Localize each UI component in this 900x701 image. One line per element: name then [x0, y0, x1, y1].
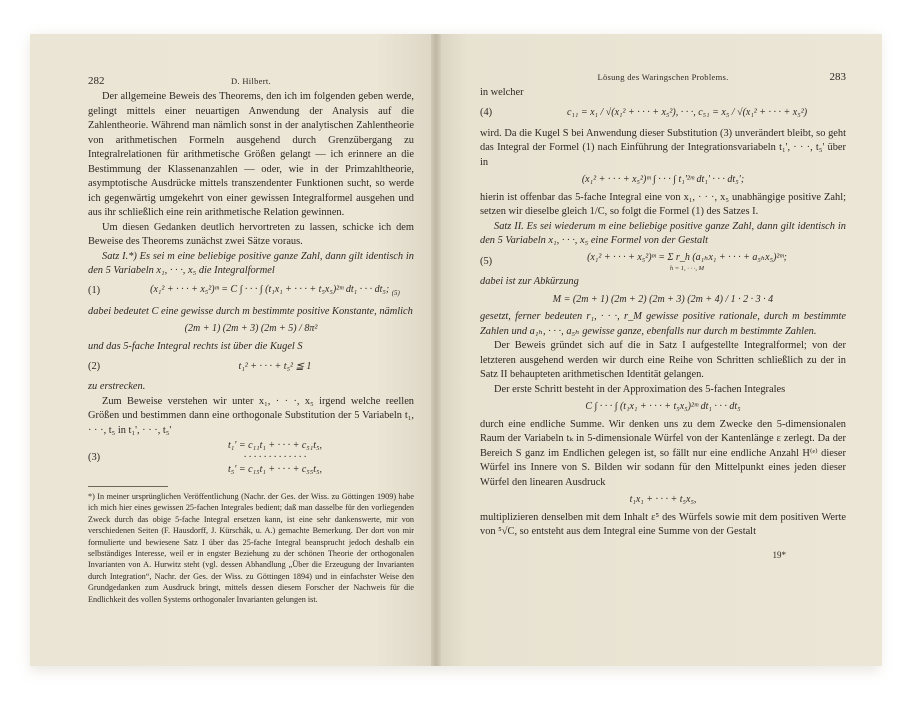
right-running-header [480, 70, 846, 86]
equation-1-subscript: (5) [391, 288, 400, 297]
right-paragraph-2: hierin ist offenbar das 5-fache Integral eine von x₁, · · ·, x₅ unabhängige positive Zahl; setzen wir dieselbe gleich 1/C, so folgt die Formel (1) des Satzes I. [480, 191, 846, 217]
left-paragraph-4: und das 5-fache Integral rechts ist über die Kugel S [88, 340, 303, 352]
left-paragraph-6: Zum Beweise verstehen wir unter x₁, · · ·, x₅ irgend welche reellen Größen und bestimmen dann eine orthogonale Substitution der 5 Variabeln t₁, · · ·, t₅ in t₁', · · ·, t₅' [88, 395, 414, 436]
equation-1-body: (x₁² + · · · + x₅²)ᵐ = C ∫ · · · ∫ (t₁x₁ + · · · + t₅x₅)²ᵐ dt₁ · · · dt₅; [150, 283, 390, 295]
left-paragraph-1: Der allgemeine Beweis des Theorems, den ich im folgenden geben werde, gelingt mittels einer neuartigen Anwendung der Analysis auf die Zahlentheorie. Während man nämlich sonst in der analytischen Zahlentheorie von arithmetischen Formeln ausgehend durch Grenzübergang zu Integralrelationen für arithmetische Größen gelangt — ich erinnere an die Bestimmung der Klassenanzahlen — oder, wie in der Primzahltheorie, asymptotische Ausdrücke mittels transzendenter Funktionen sucht, so werde ich gegenwärtig umgekehrt von einer gewissen Integralformel ausgehen und aus ihr schließlich eine rein arithmetische Relation gewinnen. [88, 91, 414, 218]
equation-3 [88, 440, 414, 476]
right-paragraph-0: in welcher [480, 87, 524, 98]
equation-1 [88, 281, 414, 303]
left-page-number: 282 [88, 75, 105, 87]
left-paragraph-3: dabei bedeutet C eine gewisse durch m bestimmte positive Konstante, nämlich [88, 305, 413, 317]
right-paragraph-1: wird. Da die Kugel S bei Anwendung dieser Substitution (3) unverändert bleibt, so geht das Integral der Formel (1) nach Einführung der Integrationsvariabeln t₁', · · ·, t₅' über in [480, 127, 846, 168]
satz-2: Satz II. Es sei wiederum m eine beliebige positive ganze Zahl, dann gilt identisch in den 5 Variabeln x₁, · · ·, x₅ eine Formel von der Gestalt [480, 220, 846, 246]
left-running-header [88, 74, 414, 90]
equation-5 [480, 251, 846, 274]
equation-1-number: (1) [88, 285, 101, 297]
right-paragraph-6: Der erste Schritt besteht in der Approximation des 5-fachen Integrales [494, 383, 786, 395]
equation-3-line-1: t₁' = c₁₁t₁ + · · · + c₅₁t₅, [228, 440, 322, 451]
five-fold-integral: C ∫ · · · ∫ (t₁x₁ + · · · + t₅x₅)²ᵐ dt₁ · · · dt₅ [585, 401, 741, 412]
footnote: *) In meiner ursprünglichen Veröffentlichung (Nachr. der Ges. der Wiss. zu Göttingen 1909) habe ich mich hier eines gewissen 25-fachen Integrales bedient; daß man dasselbe für den vorliegenden Zweck durch das obige 5-fache Integral ersetzen kann, ist eine sehr dankenswerte, mir von verschiedenen Seiten (F. Hausdorff, J. Kürschák, u. A.) gemachte Bemerkung. Der dort von mir formulierte und bewiesene Satz I über das 25-fache Integral beansprucht jedoch deshalb ein selbständiges Interesse, weil er in engster Beziehung zu der schönen Theorie der orthogonalen Invarianten von A. Hurwitz steht (vgl. dessen Abhandlung „Über die Erzeugung der Invarianten durch Integration“, Nachr. der Ges. der Wiss. zu Göttingen 1894) und in einfachster Weise den Grundgedanken zum Ausdruck bringt, mittels dessen diesem Forscher der Nachweis für die Endlichkeit des vollen Systems orthogonaler Invarianten gelungen ist. [88, 492, 414, 604]
equation-4 [480, 103, 846, 125]
signature-mark: 19* [772, 549, 786, 560]
equation-3-line-2: · · · · · · · · · · · · · [243, 452, 307, 463]
equation-4-number: (4) [480, 107, 493, 119]
right-paragraph-3: dabei ist zur Abkürzung [480, 276, 579, 287]
equation-2-number: (2) [88, 360, 101, 372]
left-paragraph-2: Um diesen Gedanken deutlich hervortreten zu lassen, schicke ich dem Beweise des Theorems zunächst zwei Sätze voraus. [88, 221, 414, 247]
right-paragraph-8: multiplizieren denselben mit dem Inhalt ε⁵ des Würfels sowie mit dem positiven Werte von ⁵√C, so entsteht aus dem Integral eine Summe von der Gestalt [480, 511, 846, 537]
right-paragraph-4: gesetzt, ferner bedeuten r₁, · · ·, r_M gewisse positive rationale, durch m bestimmte Zahlen und a₁ₕ, · · ·, a₅ₕ gewisse ganze, ebenfalls nur durch m bestimmte Zahlen. [480, 311, 846, 337]
equation-4-body: c₁₁ = x₁ / √(x₁² + · · · + x₅²), · · ·, c₅₁ = x₅ / √(x₁² + · · · + x₅²) [566, 107, 808, 119]
constant-c-formula: (2m + 1) (2m + 3) (2m + 5) / 8π² [184, 323, 318, 334]
equation-3-line-3: t₅' = c₁₅t₁ + · · · + c₅₅t₅, [228, 464, 322, 475]
transformed-integral: (x₁² + · · · + x₅²)ᵐ ∫ · · · ∫ t₁'²ᵐ dt₁' · · · dt₅'; [581, 174, 745, 185]
right-paragraph-5: Der Beweis gründet sich auf die in Satz I aufgestellte Integralformel; von der letzteren ausgehend werden wir durch eine Reihe von Schritten schließlich zu der in Satz II behaupteten arithmetischen Identität gelangen. [480, 340, 846, 380]
left-running-head: D. Hilbert. [231, 76, 271, 86]
satz-1: Satz I.*) Es sei m eine beliebige positive ganze Zahl, dann gilt identisch in den 5 Variabeln x₁, · · ·, x₅ die Integralformel [88, 250, 414, 276]
equation-5-subscript: h = 1, · · ·, M [669, 265, 705, 272]
book-gutter [431, 34, 441, 666]
right-page-number: 283 [829, 71, 846, 83]
footnote-rule [88, 486, 168, 487]
equation-2 [88, 356, 414, 378]
left-page [30, 34, 436, 666]
equation-5-body: (x₁² + · · · + x₅²)ᵐ = Σ r_h (a₁ₕx₁ + · · · + a₅ₕx₅)²ᵐ; [587, 251, 787, 263]
right-paragraph-7: durch eine endliche Summe. Wir denken uns zu dem Zwecke den 5-dimensionalen Raum der Variabeln tₖ in 5-dimensionale Würfel von der Kantenlänge ε zerlegt. Da der Bereich S ganz im Endlichen gelegen ist, so fällt nur eine endliche Anzahl H⁽ᵉ⁾ dieser Würfel ins Innere von S. Bilden wir sodann für den Mittelpunkt eines jeden dieser Würfel den linearen Ausdruck [480, 418, 846, 488]
left-paragraph-5: zu erstrecken. [88, 381, 146, 392]
right-page [436, 34, 882, 666]
right-running-head: Lösung des Waringschen Problems. [597, 72, 729, 82]
equation-2-body: t₁² + · · · + t₅² ≦ 1 [238, 360, 312, 372]
linear-expression: t₁x₁ + · · · + t₅x₅, [629, 494, 697, 505]
equation-3-number: (3) [88, 451, 101, 463]
equation-5-number: (5) [480, 255, 493, 267]
m-definition: M = (2m + 1) (2m + 2) (2m + 3) (2m + 4) / 1 · 2 · 3 · 4 [552, 293, 774, 305]
